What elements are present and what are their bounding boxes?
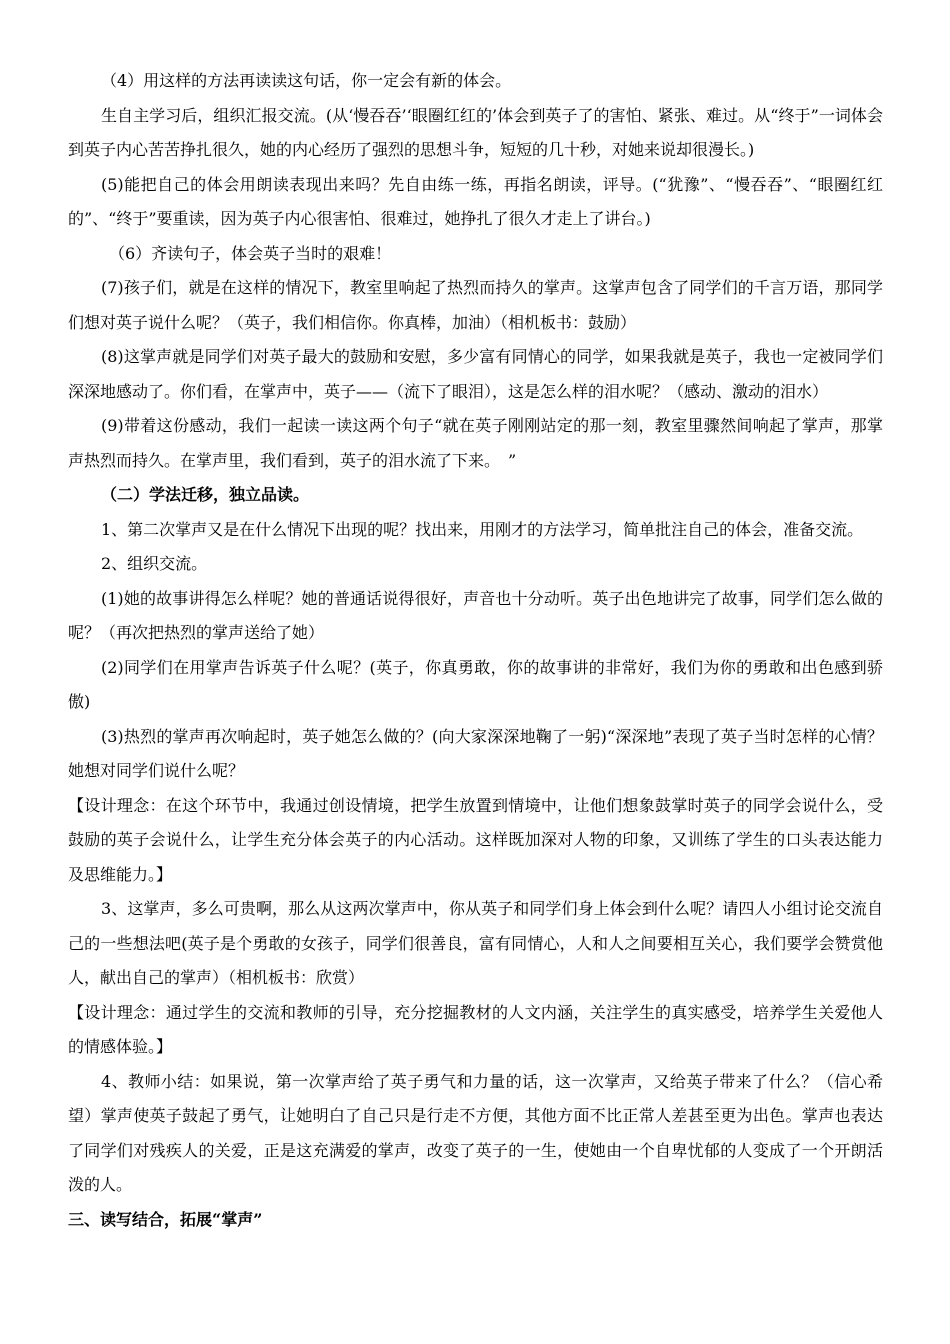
- paragraph-step-5: (5)能把自己的体会用朗读表现出来吗？先自由练一练，再指名朗读，评导。(“犹豫”、“慢吞吞”、“眼圈红红的”、“终于”要重读，因为英子内心很害怕、很难过，她挣扎了很久才走上了讲台。): [68, 174, 883, 228]
- section-heading-three: 三、读写结合，拓展“掌声”: [68, 1209, 263, 1229]
- paragraph-item-2: 2、组织交流。: [101, 554, 208, 573]
- paragraph-sub-2: (2)同学们在用掌声告诉英子什么呢？(英子，你真勇敢，你的故事讲的非常好，我们为你的勇敢和出色感到骄傲): [68, 657, 883, 711]
- paragraph-item-1: 1、第二次掌声又是在什么情况下出现的呢？找出来，用刚才的方法学习，简单批注自己的体会，准备交流。: [101, 519, 864, 539]
- paragraph-sub-3: (3)热烈的掌声再次响起时，英子她怎么做的？(向大家深深地鞠了一躬)“深深地”表现了英子当时怎样的心情？她想对同学们说什么呢？: [68, 726, 883, 780]
- design-concept-note-2: 【设计理念：通过学生的交流和教师的引导，充分挖掘教材的人文内涵，关注学生的真实感受，培养学生关爱他人的情感体验。】: [68, 1002, 883, 1056]
- section-heading-transfer: （二）学法迁移，独立品读。: [101, 485, 310, 504]
- paragraph-step-4: （4）用这样的方法再读读这句话，你一定会有新的体会。: [101, 71, 512, 90]
- paragraph-step-8: (8)这掌声就是同学们对英子最大的鼓励和安慰，多少富有同情心的同学，如果我就是英子，我也一定被同学们深深地感动了。你们看，在掌声中，英子——（流下了眼泪），这是怎么样的泪水呢？（感动、激动的泪水）: [68, 347, 883, 401]
- paragraph-report-exchange: 生自主学习后，组织汇报交流。(从‘慢吞吞’‘眼圈红红的’体会到英子了的害怕、紧张、难过。从“终于”一词体会到英子内心苦苦挣扎很久，她的内心经历了强烈的思想斗争，短短的几十秒，对她来说却很漫长。): [68, 105, 883, 159]
- paragraph-step-9: (9)带着这份感动，我们一起读一读这两个句子“就在英子刚刚站定的那一刻，教室里骤然间响起了掌声，那掌声热烈而持久。在掌声里，我们看到，英子的泪水流了下来。 ”: [68, 416, 883, 470]
- design-concept-note-1: 【设计理念：在这个环节中，我通过创设情境，把学生放置到情境中，让他们想象鼓掌时英子的同学会说什么，受鼓励的英子会说什么，让学生充分体会英子的内心活动。这样既加深对人物的印象，又训练了学生的口头表达能力及思维能力。】: [68, 795, 883, 884]
- paragraph-step-6: （6）齐读句子，体会英子当时的艰难！: [109, 243, 392, 263]
- paragraph-step-7: (7)孩子们，就是在这样的情况下，教室里响起了热烈而持久的掌声。这掌声包含了同学们的千言万语，那同学们想对英子说什么呢？（英子，我们相信你。你真棒，加油）（相机板书：鼓励）: [68, 278, 883, 332]
- document-page: [68, 64, 883, 1237]
- paragraph-item-4: 4、教师小结：如果说，第一次掌声给了英子勇气和力量的话，这一次掌声，又给英子带来了什么？（信心希望）掌声使英子鼓起了勇气，让她明白了自己只是行走不方便，其他方面不比正常人差甚至更为出色。掌声也表达了同学们对残疾人的关爱，正是这充满爱的掌声，改变了英子的一生，使她由一个自卑忧郁的人变成了一个开朗活泼的人。: [68, 1071, 883, 1194]
- paragraph-sub-1: (1)她的故事讲得怎么样呢？她的普通话说得很好，声音也十分动听。英子出色地讲完了故事，同学们怎么做的呢？（再次把热烈的掌声送给了她）: [68, 588, 883, 642]
- paragraph-item-3: 3、这掌声，多么可贵啊，那么从这两次掌声中，你从英子和同学们身上体会到什么呢？请四人小组讨论交流自己的一些想法吧(英子是个勇敢的女孩子，同学们很善良，富有同情心，人和人之间要相互关心，我们要学会赞赏他人，献出自己的掌声）（相机板书：欣赏）: [68, 899, 883, 987]
